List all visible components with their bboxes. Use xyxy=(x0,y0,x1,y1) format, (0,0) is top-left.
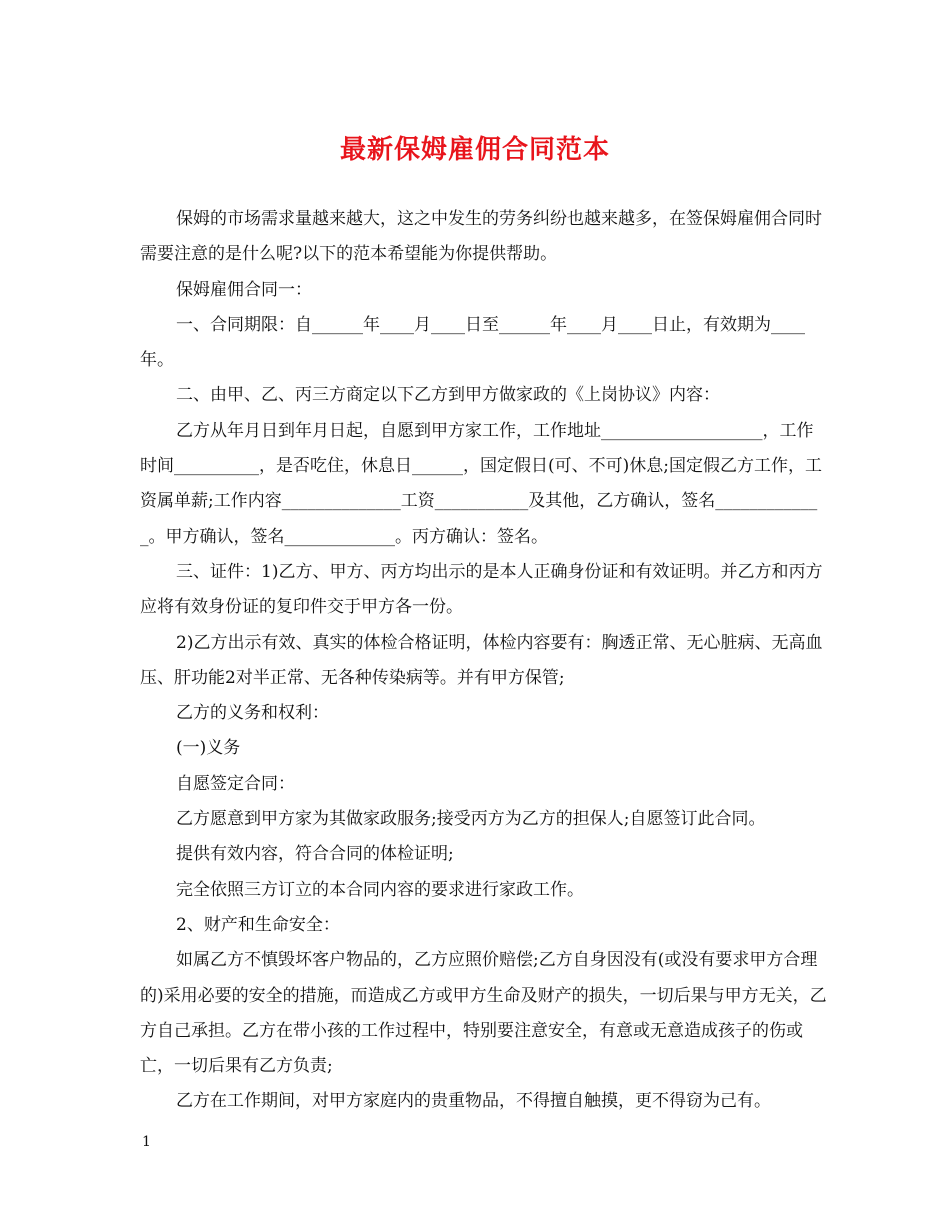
work-details-clause: 乙方从年月日到年月日起，自愿到甲方家工作，工作地址___________________，工作时间__________，是否吃住，休息日______，国定假日(可、不可)休息;国定假乙方工作，工资属单薪;工作内容______________工资___________及其他，乙方确认，签名_____________。甲方确认，签名_____________。丙方确认：签名。 xyxy=(140,420,822,547)
document-title: 最新保姆雇佣合同范本 xyxy=(339,135,610,165)
health-check-clause: 2)乙方出示有效、真实的体检合格证明，体检内容要有：胸透正常、无心脏病、无高血压、肝功能2对半正常、无各种传染病等。并有甲方保管; xyxy=(140,632,823,688)
valid-proof-clause: 提供有效内容，符合合同的体检证明; xyxy=(176,844,454,865)
valuables-clause: 乙方在工作期间，对甲方家庭内的贵重物品，不得擅自触摸，更不得窃为己有。 xyxy=(176,1091,771,1112)
rights-heading: 乙方的义务和权利： xyxy=(176,703,329,724)
page-number: 1 xyxy=(142,1134,151,1150)
documents-clause: 三、证件：1)乙方、甲方、丙方均出示的是本人正确身份证和有效证明。并乙方和丙方应将有效身份证的复印件交于甲方各一份。 xyxy=(140,561,823,618)
contract-one-heading: 保姆雇佣合同一： xyxy=(176,279,312,300)
willingness-clause: 乙方愿意到甲方家为其做家政服务;接受丙方为乙方的担保人;自愿签订此合同。 xyxy=(176,809,766,830)
intro-paragraph: 保姆的市场需求量越来越大，这之中发生的劳务纠纷也越来越多，在签保姆雇佣合同时需要注意的是什么呢?以下的范本希望能为你提供帮助。 xyxy=(140,209,822,265)
liability-clause: 如属乙方不慎毁坏客户物品的，乙方应照价赔偿;乙方自身因没有(或没有要求甲方合理的)采用必要的安全的措施，而造成乙方或甲方生命及财产的损失，一切后果与甲方无关，乙方自己承担。乙方在带小孩的工作过程中，特别要注意安全，有意或无意造成孩子的伤或亡，一切后果有乙方负责; xyxy=(140,950,827,1077)
obligations-heading: (一)义务 xyxy=(176,738,241,759)
document-body xyxy=(140,202,830,1120)
agreement-heading: 二、由甲、乙、丙三方商定以下乙方到甲方做家政的《上岗协议》内容： xyxy=(176,385,720,406)
compliance-clause: 完全依照三方订立的本合同内容的要求进行家政工作。 xyxy=(176,879,584,900)
contract-term-clause: 一、合同期限：自______年____月____日至______年____月____日止，有效期为____年。 xyxy=(140,314,805,371)
voluntary-signing-heading: 自愿签定合同： xyxy=(176,773,295,794)
safety-heading: 2、财产和生命安全： xyxy=(176,914,340,935)
